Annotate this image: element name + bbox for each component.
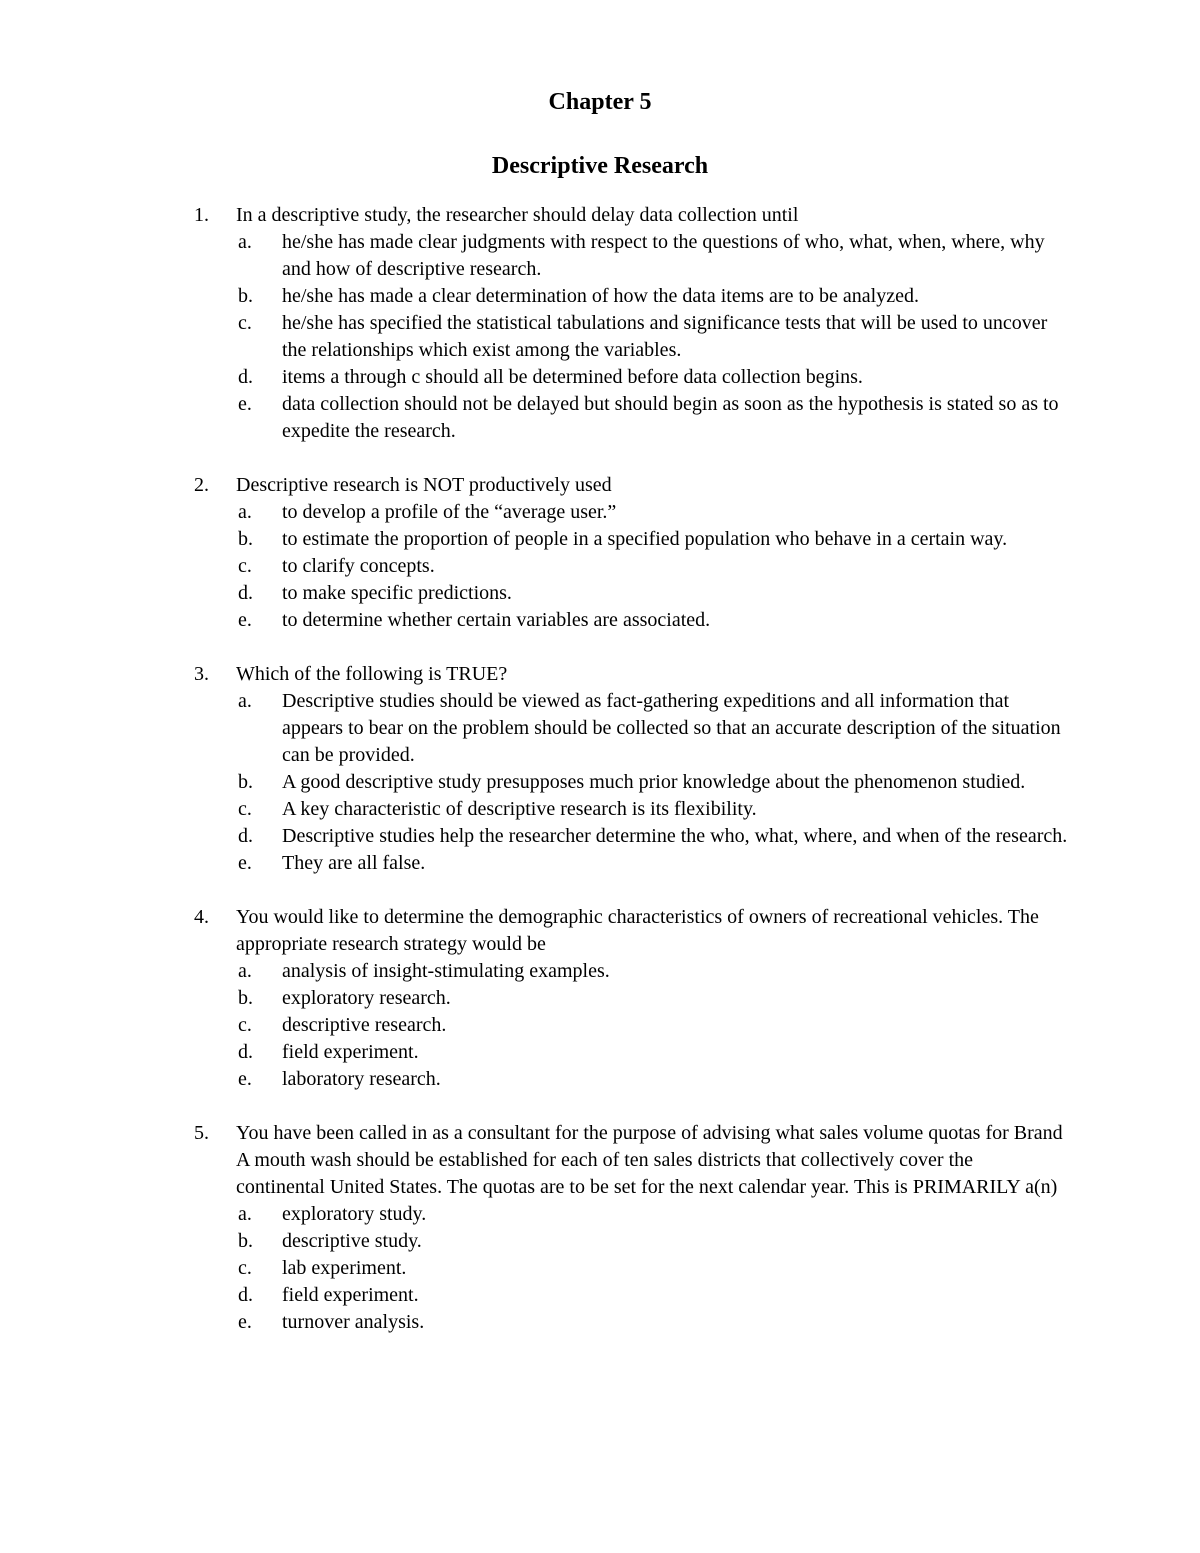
- option-text: to clarify concepts.: [282, 555, 435, 577]
- option-letter: a.: [238, 501, 252, 523]
- question-stem: Which of the following is TRUE?: [236, 663, 508, 685]
- option-d: [0, 1282, 1200, 1309]
- option-e: [0, 1066, 1200, 1093]
- option-d: [0, 823, 1200, 850]
- option-text: he/she has specified the statistical tabulations and significance tests that will be used to uncover the relationships which exist among the variables.: [282, 312, 1048, 361]
- option-text: exploratory study.: [282, 1203, 427, 1225]
- option-e: [0, 607, 1200, 634]
- option-a: [0, 1201, 1200, 1228]
- option-letter: b.: [238, 528, 253, 550]
- question-stem: You have been called in as a consultant for the purpose of advising what sales volume quotas for Brand A mouth wash should be established for each of ten sales districts that collectively cover the continental United States. The quotas are to be set for the next calendar year. This is PRIMARILY a(n): [236, 1122, 1063, 1198]
- option-text: to develop a profile of the “average user.”: [282, 501, 617, 523]
- question-2: [0, 472, 1200, 634]
- question-list: [0, 202, 1200, 1363]
- chapter-title: Chapter 5: [548, 89, 652, 115]
- option-text: to determine whether certain variables are associated.: [282, 609, 711, 631]
- option-text: items a through c should all be determined before data collection begins.: [282, 366, 863, 388]
- option-e: [0, 850, 1200, 877]
- option-c: [0, 1255, 1200, 1282]
- question-stem: You would like to determine the demographic characteristics of owners of recreational vehicles. The appropriate research strategy would be: [236, 906, 1039, 955]
- question-1: [0, 202, 1200, 445]
- option-text: to estimate the proportion of people in a specified population who behave in a certain way.: [282, 528, 1008, 550]
- option-a: [0, 958, 1200, 985]
- option-letter: e.: [238, 1068, 252, 1090]
- option-c: [0, 1012, 1200, 1039]
- question-number: 2.: [194, 474, 209, 496]
- option-letter: a.: [238, 960, 252, 982]
- option-text: Descriptive studies should be viewed as fact-gathering expeditions and all information that appears to bear on the problem should be collected so that an accurate description of the situation can be provided.: [282, 690, 1061, 766]
- option-letter: a.: [238, 231, 252, 253]
- option-d: [0, 1039, 1200, 1066]
- option-d: [0, 364, 1200, 391]
- option-b: [0, 1228, 1200, 1255]
- option-text: to make specific predictions.: [282, 582, 512, 604]
- option-c: [0, 796, 1200, 823]
- question-stem: Descriptive research is NOT productively used: [236, 474, 612, 496]
- option-text: field experiment.: [282, 1041, 419, 1063]
- option-letter: a.: [238, 690, 252, 712]
- option-text: descriptive study.: [282, 1230, 422, 1252]
- option-letter: c.: [238, 1014, 252, 1036]
- option-text: data collection should not be delayed but should begin as soon as the hypothesis is stated so as to expedite the research.: [282, 393, 1059, 442]
- option-letter: e.: [238, 609, 252, 631]
- option-letter: d.: [238, 366, 253, 388]
- option-text: A key characteristic of descriptive research is its flexibility.: [282, 798, 757, 820]
- option-text: analysis of insight-stimulating examples.: [282, 960, 610, 982]
- question-3: [0, 661, 1200, 877]
- option-e: [0, 1309, 1200, 1336]
- option-a: [0, 688, 1200, 769]
- option-letter: e.: [238, 1311, 252, 1333]
- option-letter: b.: [238, 1230, 253, 1252]
- option-a: [0, 499, 1200, 526]
- option-letter: b.: [238, 285, 253, 307]
- option-text: A good descriptive study presupposes much prior knowledge about the phenomenon studied.: [282, 771, 1026, 793]
- option-b: [0, 283, 1200, 310]
- option-c: [0, 310, 1200, 364]
- option-text: Descriptive studies help the researcher determine the who, what, where, and when of the research.: [282, 825, 1068, 847]
- option-b: [0, 526, 1200, 553]
- option-letter: a.: [238, 1203, 252, 1225]
- option-text: he/she has made a clear determination of how the data items are to be analyzed.: [282, 285, 919, 307]
- option-text: laboratory research.: [282, 1068, 441, 1090]
- option-letter: d.: [238, 1041, 253, 1063]
- option-letter: d.: [238, 1284, 253, 1306]
- option-text: exploratory research.: [282, 987, 451, 1009]
- section-title: Descriptive Research: [491, 153, 709, 179]
- option-letter: b.: [238, 771, 253, 793]
- option-d: [0, 580, 1200, 607]
- option-text: descriptive research.: [282, 1014, 447, 1036]
- question-number: 4.: [194, 906, 209, 928]
- option-b: [0, 769, 1200, 796]
- option-letter: b.: [238, 987, 253, 1009]
- option-letter: d.: [238, 582, 253, 604]
- option-letter: e.: [238, 393, 252, 415]
- question-number: 1.: [194, 204, 209, 226]
- option-letter: d.: [238, 825, 253, 847]
- option-b: [0, 985, 1200, 1012]
- option-letter: c.: [238, 555, 252, 577]
- option-letter: c.: [238, 312, 252, 334]
- option-letter: e.: [238, 852, 252, 874]
- question-4: [0, 904, 1200, 1093]
- option-letter: c.: [238, 798, 252, 820]
- option-text: field experiment.: [282, 1284, 419, 1306]
- option-c: [0, 553, 1200, 580]
- question-number: 3.: [194, 663, 209, 685]
- option-letter: c.: [238, 1257, 252, 1279]
- option-a: [0, 229, 1200, 283]
- option-text: They are all false.: [282, 852, 426, 874]
- option-text: lab experiment.: [282, 1257, 407, 1279]
- question-5: [0, 1120, 1200, 1336]
- option-text: turnover analysis.: [282, 1311, 425, 1333]
- question-number: 5.: [194, 1122, 209, 1144]
- question-stem: In a descriptive study, the researcher should delay data collection until: [236, 204, 799, 226]
- option-e: [0, 391, 1200, 445]
- option-text: he/she has made clear judgments with respect to the questions of who, what, when, where, why and how of descriptive research.: [282, 231, 1045, 280]
